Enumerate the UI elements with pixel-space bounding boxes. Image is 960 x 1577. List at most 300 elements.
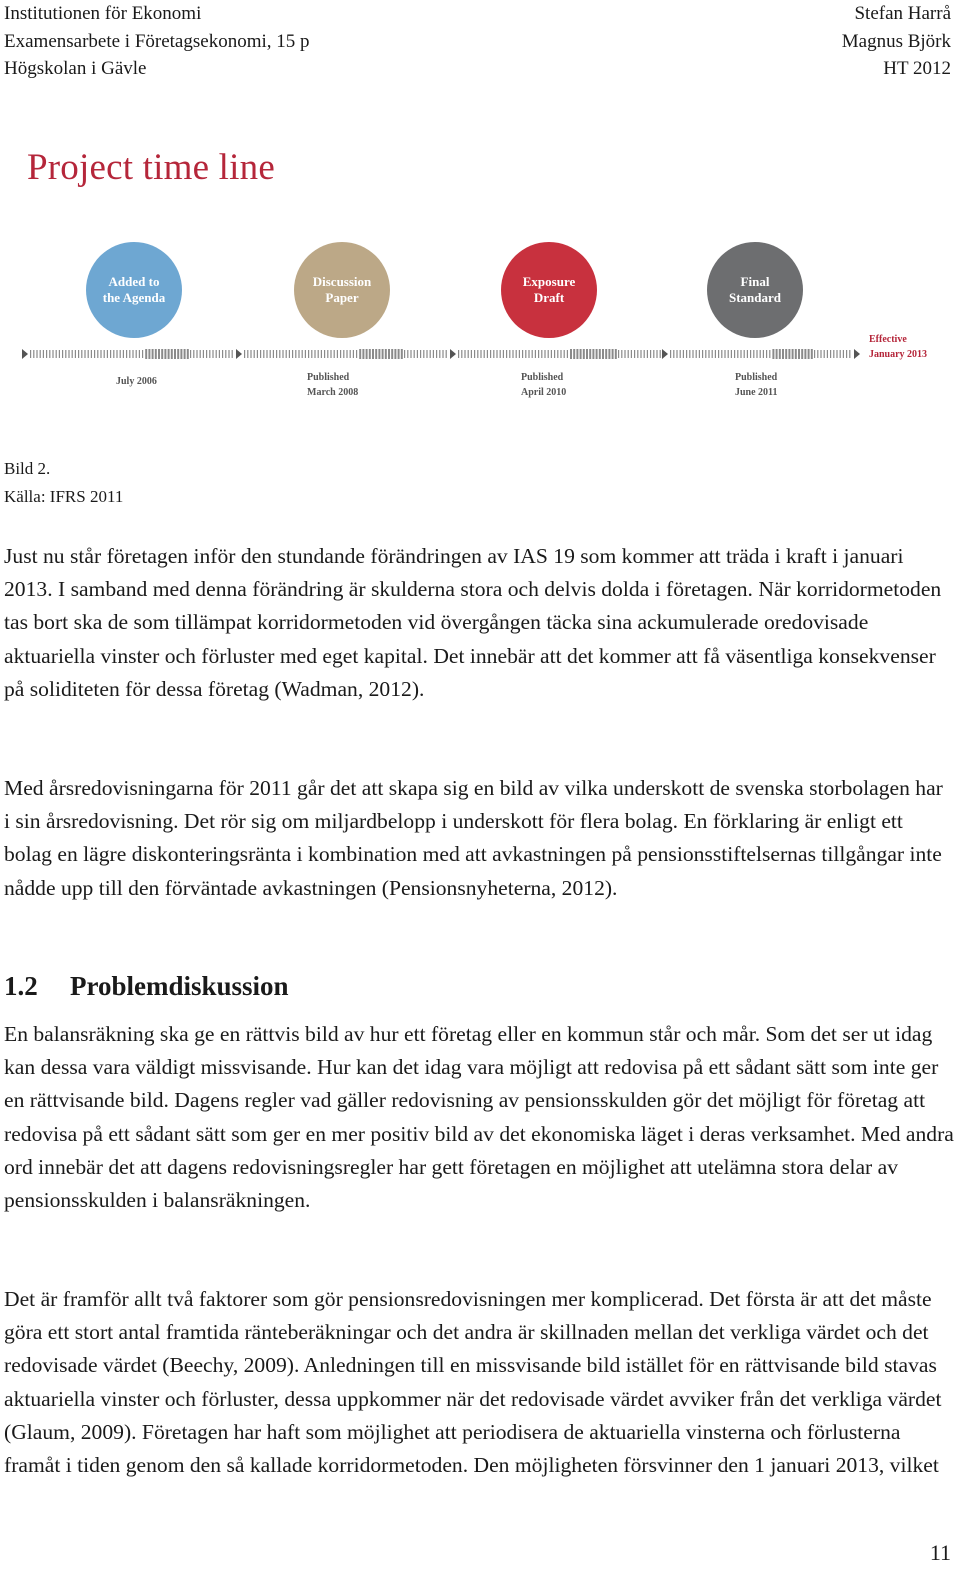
- timeline-tick: [100, 350, 101, 358]
- timeline-tick: [168, 349, 170, 359]
- timeline-label-line1: Published: [307, 372, 350, 383]
- timeline-tick: [673, 350, 674, 358]
- timeline-tick: [222, 350, 223, 358]
- timeline-tick: [833, 350, 834, 358]
- timeline-tick: [554, 350, 555, 358]
- timeline-tick: [567, 350, 568, 358]
- timeline-tick: [228, 350, 229, 358]
- timeline-tick: [615, 349, 617, 359]
- timeline-tick: [708, 350, 709, 358]
- stage-label-line2: the Agenda: [102, 290, 166, 305]
- timeline-tick: [724, 350, 725, 358]
- timeline-tick: [830, 350, 831, 358]
- timeline-tick: [599, 349, 601, 359]
- timeline-tick: [266, 350, 267, 358]
- timeline-tick: [827, 350, 828, 358]
- stage-added-to-agenda: [86, 242, 182, 338]
- timeline-tick: [219, 350, 220, 358]
- timeline-tick: [621, 350, 622, 358]
- timeline-tick: [548, 350, 549, 358]
- timeline-tick: [232, 350, 233, 358]
- timeline-tick: [148, 349, 150, 359]
- timeline-tick: [522, 350, 523, 358]
- timeline-tick: [836, 350, 837, 358]
- timeline-tick: [583, 349, 585, 359]
- timeline-tick: [596, 349, 598, 359]
- timeline-tick: [628, 350, 629, 358]
- timeline-tick: [104, 350, 105, 358]
- timeline-tick: [602, 349, 604, 359]
- header-course: Examensarbete i Företagsekonomi, 15 p: [4, 30, 310, 52]
- timeline-tick: [744, 350, 745, 358]
- timeline-tick: [91, 350, 92, 358]
- timeline-tick: [110, 350, 111, 358]
- stage-label-line1: Exposure: [522, 274, 576, 289]
- timeline-tick: [660, 350, 661, 358]
- timeline-tick: [174, 349, 176, 359]
- timeline-tick: [346, 350, 347, 358]
- timeline-tick: [72, 350, 73, 358]
- timeline-tick: [544, 350, 545, 358]
- header-term: HT 2012: [883, 58, 951, 79]
- header-institution: Institutionen för Ekonomi: [4, 3, 202, 24]
- timeline-tick: [436, 350, 437, 358]
- project-timeline-figure: [0, 118, 960, 418]
- timeline-tick: [718, 350, 719, 358]
- timeline-tick: [846, 350, 847, 358]
- timeline-tick: [676, 350, 677, 358]
- timeline-tick: [327, 350, 328, 358]
- timeline-tick: [180, 349, 182, 359]
- timeline-tick: [216, 350, 217, 358]
- timeline-tick: [446, 350, 447, 358]
- timeline-tick: [337, 350, 338, 358]
- timeline-tick: [843, 350, 844, 358]
- timeline-tick: [136, 350, 137, 358]
- timeline-tick: [184, 349, 186, 359]
- timeline-tick: [516, 350, 517, 358]
- timeline-tick: [375, 349, 377, 359]
- timeline-tick: [190, 350, 191, 358]
- timeline-tick: [458, 350, 459, 358]
- timeline-tick: [161, 349, 163, 359]
- timeline-tick: [570, 349, 572, 359]
- timeline-tick: [551, 350, 552, 358]
- timeline-track: [22, 346, 860, 362]
- timeline-tick: [260, 350, 261, 358]
- timeline-tick: [164, 349, 166, 359]
- timeline-tick: [814, 350, 815, 358]
- timeline-tick: [740, 350, 741, 358]
- timeline-tick: [410, 350, 411, 358]
- timeline-tick: [423, 350, 424, 358]
- timeline-tick: [43, 350, 44, 358]
- header-left: [4, 0, 310, 83]
- timeline-tick: [209, 350, 210, 358]
- timeline-tick: [391, 349, 393, 359]
- timeline-arrow-icon: [854, 349, 860, 359]
- timeline-tick: [286, 350, 287, 358]
- timeline-label-march-2008: [307, 370, 358, 400]
- timeline-tick: [250, 350, 251, 358]
- timeline-tick: [152, 349, 154, 359]
- timeline-tick: [88, 350, 89, 358]
- timeline-tick: [792, 349, 794, 359]
- stage-label-line1: Added to: [108, 274, 160, 289]
- timeline-tick: [177, 349, 179, 359]
- timeline-tick: [94, 350, 95, 358]
- timeline-tick: [782, 349, 784, 359]
- timeline-tick: [126, 350, 127, 358]
- timeline-tick: [433, 350, 434, 358]
- timeline-label-july-2006: [116, 374, 157, 389]
- timeline-tick: [353, 350, 354, 358]
- timeline-tick: [120, 350, 121, 358]
- timeline-tick: [33, 350, 34, 358]
- timeline-tick: [580, 349, 582, 359]
- figure-caption: [4, 455, 123, 510]
- stage-label-line2: Standard: [728, 290, 782, 305]
- timeline-tick: [769, 350, 770, 358]
- timeline-tick: [158, 349, 160, 359]
- timeline-tick: [385, 349, 387, 359]
- timeline-tick: [56, 350, 57, 358]
- timeline-tick: [263, 350, 264, 358]
- timeline-tick: [541, 350, 542, 358]
- timeline-tick: [123, 350, 124, 358]
- timeline-tick: [753, 350, 754, 358]
- timeline-tick: [132, 350, 133, 358]
- timeline-tick: [257, 350, 258, 358]
- timeline-tick: [471, 350, 472, 358]
- timeline-tick: [282, 350, 283, 358]
- caption-figure-number: Bild 2.: [4, 459, 51, 478]
- timeline-tick: [398, 349, 400, 359]
- section-heading: [4, 966, 289, 1006]
- timeline-tick: [314, 350, 315, 358]
- timeline-tick: [378, 349, 380, 359]
- timeline-tick: [97, 350, 98, 358]
- timeline-tick: [512, 350, 513, 358]
- timeline-tick: [692, 350, 693, 358]
- timeline-tick: [653, 350, 654, 358]
- stage-label-line2: Paper: [325, 290, 359, 305]
- timeline-tick: [318, 350, 319, 358]
- timeline-tick: [804, 349, 806, 359]
- timeline-tick: [618, 350, 619, 358]
- timeline-tick: [417, 350, 418, 358]
- paragraph-two-factors: Det är framför allt två faktorer som gör pensionsredovisningen mer komplicerad. Det första är att det måste göra ett stort antal framtida ränteberäkningar och det andra är skillnaden mellan det verkliga värdet och det redovisade värdet (Beechy, 2009). Anledningen till en missvisande bild istället för en rättvisande bild stavas aktuariella vinster och förluster, dessa uppkommer när det redovisade värdet avviker från det verkliga värdet (Glaum, 2009). Företagen har haft som möjlighet att periodisera de aktuariella vinsterna och förlusterna framåt i tiden genom den så kallade korridormetoden. Den möjligheten försvinner den 1 januari 2013, vilket: [4, 1287, 942, 1478]
- timeline-tick: [699, 350, 700, 358]
- timeline-tick: [193, 350, 194, 358]
- timeline-tick: [372, 349, 374, 359]
- timeline-tick: [490, 350, 491, 358]
- timeline-tick: [139, 350, 140, 358]
- timeline-tick: [196, 350, 197, 358]
- timeline-tick: [557, 350, 558, 358]
- header-university: Högskolan i Gävle: [4, 58, 147, 79]
- timeline-tick: [650, 350, 651, 358]
- figure-title: Project time line: [27, 147, 275, 188]
- timeline-tick: [404, 350, 405, 358]
- timeline-tick: [772, 349, 774, 359]
- stage-label-line2: Draft: [533, 290, 565, 305]
- timeline-tick: [279, 350, 280, 358]
- timeline-tick: [244, 350, 245, 358]
- timeline-tick: [509, 350, 510, 358]
- timeline-tick: [107, 350, 108, 358]
- timeline-tick: [200, 350, 201, 358]
- timeline-tick: [788, 349, 790, 359]
- stage-exposure-draft: [501, 242, 597, 338]
- timeline-tick: [430, 350, 431, 358]
- timeline-tick: [500, 350, 501, 358]
- timeline-label-line2: April 2010: [521, 387, 567, 398]
- timeline-tick: [528, 350, 529, 358]
- timeline-tick: [589, 349, 591, 359]
- timeline-tick: [811, 349, 813, 359]
- timeline-tick: [795, 349, 797, 359]
- timeline-tick: [763, 350, 764, 358]
- timeline-tick: [59, 350, 60, 358]
- timeline-label-june-2011: [735, 370, 778, 400]
- timeline-tick: [715, 350, 716, 358]
- timeline-tick: [155, 349, 157, 359]
- timeline-tick: [366, 349, 368, 359]
- timeline-tick: [292, 350, 293, 358]
- timeline-tick: [382, 349, 384, 359]
- timeline-tick: [750, 350, 751, 358]
- timeline-tick: [68, 350, 69, 358]
- timeline-tick: [634, 350, 635, 358]
- timeline-tick: [779, 349, 781, 359]
- timeline-tick: [308, 350, 309, 358]
- timeline-tick: [712, 350, 713, 358]
- timeline-tick: [592, 349, 594, 359]
- timeline-tick: [680, 350, 681, 358]
- timeline-label-line2: March 2008: [307, 387, 359, 398]
- timeline-tick: [535, 350, 536, 358]
- timeline-tick: [394, 349, 396, 359]
- timeline-tick: [442, 350, 443, 358]
- timeline-tick: [75, 350, 76, 358]
- caption-source: Källa: IFRS 2011: [4, 486, 124, 506]
- timeline-tick: [461, 350, 462, 358]
- timeline-tick: [439, 350, 440, 358]
- timeline-tick: [369, 349, 371, 359]
- timeline-tick: [350, 350, 351, 358]
- timeline-tick: [62, 350, 63, 358]
- timeline-tick: [206, 350, 207, 358]
- timeline-tick: [302, 350, 303, 358]
- timeline-tick: [145, 349, 147, 359]
- timeline-tick: [334, 350, 335, 358]
- section-number: 1.2: [4, 971, 38, 1001]
- timeline-tick: [477, 350, 478, 358]
- timeline-tick: [656, 350, 657, 358]
- timeline-tick: [737, 350, 738, 358]
- timeline-tick: [273, 350, 274, 358]
- timeline-tick: [721, 350, 722, 358]
- timeline-label-line1: Published: [521, 372, 564, 383]
- timeline-tick: [808, 349, 810, 359]
- stage-label-line1: Final: [740, 274, 770, 289]
- effective-line2: January 2013: [869, 349, 928, 360]
- timeline-tick: [321, 350, 322, 358]
- timeline-arrow-icon: [450, 349, 456, 359]
- timeline-tick: [689, 350, 690, 358]
- timeline-tick: [81, 350, 82, 358]
- timeline-tick: [605, 349, 607, 359]
- timeline-tick: [849, 350, 850, 358]
- timeline-tick: [484, 350, 485, 358]
- timeline-tick: [696, 350, 697, 358]
- timeline-label-effective: [869, 332, 927, 362]
- timeline-tick: [820, 350, 821, 358]
- timeline-tick: [480, 350, 481, 358]
- timeline-tick: [474, 350, 475, 358]
- timeline-tick: [824, 350, 825, 358]
- timeline-tick: [686, 350, 687, 358]
- paragraph-balance-sheet: En balansräkning ska ge en rättvis bild av hur ett företag eller en kommun står och mår. Som det ser ut idag kan dessa vara väldigt missvisande. Hur kan det idag vara möjligt att redovisa på ett sådant sätt som inte ger en rättvisande bild. Dagens regler vad gäller redovisning av pensionsskulden gör det möjligt för företag att redovisa på ett sådant sätt som ger en mer positiv bild av det ekonomiska läget i deras verksamhet. Med andra ord innebär det att dagens redovisningsregler har gett företagen en möjlighet att utelämna stora delar av pensionsskulden i balansräkningen.: [4, 1022, 954, 1213]
- timeline-tick: [624, 350, 625, 358]
- timeline-tick: [388, 349, 390, 359]
- timeline-tick: [734, 350, 735, 358]
- timeline-tick: [362, 349, 364, 359]
- timeline-tick: [612, 349, 614, 359]
- timeline-tick: [356, 350, 357, 358]
- timeline-tick: [116, 350, 117, 358]
- timeline-tick: [586, 349, 588, 359]
- timeline-tick: [420, 350, 421, 358]
- timeline-tick: [289, 350, 290, 358]
- timeline-tick: [78, 350, 79, 358]
- timeline-tick: [295, 350, 296, 358]
- timeline-tick: [343, 350, 344, 358]
- timeline-tick: [798, 349, 800, 359]
- section-title: Problemdiskussion: [70, 971, 289, 1001]
- timeline-tick: [270, 350, 271, 358]
- timeline-tick: [52, 350, 53, 358]
- timeline-tick: [142, 350, 143, 358]
- header-right: [842, 0, 951, 83]
- timeline-tick: [324, 350, 325, 358]
- timeline-tick: [503, 350, 504, 358]
- timeline-tick: [203, 350, 204, 358]
- timeline-tick: [225, 350, 226, 358]
- timeline-tick: [840, 350, 841, 358]
- timeline-tick: [49, 350, 50, 358]
- timeline-tick: [702, 350, 703, 358]
- timeline-tick: [414, 350, 415, 358]
- timeline-tick: [573, 349, 575, 359]
- timeline-tick: [576, 349, 578, 359]
- timeline-tick: [36, 350, 37, 358]
- timeline-tick: [560, 350, 561, 358]
- timeline-tick: [65, 350, 66, 358]
- timeline-tick: [496, 350, 497, 358]
- timeline-tick: [340, 350, 341, 358]
- timeline-tick: [756, 350, 757, 358]
- timeline-arrow-icon: [662, 349, 668, 359]
- timeline-tick: [801, 349, 803, 359]
- timeline-label-line2: June 2011: [735, 387, 778, 398]
- timeline-tick: [647, 350, 648, 358]
- timeline-tick: [644, 350, 645, 358]
- timeline-tick: [538, 350, 539, 358]
- timeline-tick: [760, 350, 761, 358]
- timeline-tick: [305, 350, 306, 358]
- timeline-tick: [276, 350, 277, 358]
- timeline-tick: [401, 349, 403, 359]
- timeline-tick: [817, 350, 818, 358]
- page-number: 11: [929, 1540, 951, 1565]
- timeline-tick: [359, 349, 361, 359]
- timeline-tick: [84, 350, 85, 358]
- timeline-tick: [330, 350, 331, 358]
- timeline-tick: [766, 350, 767, 358]
- timeline-tick: [747, 350, 748, 358]
- timeline-tick: [171, 349, 173, 359]
- timeline-tick: [493, 350, 494, 358]
- timeline-label-line1: Published: [735, 372, 778, 383]
- timeline-tick: [30, 350, 31, 358]
- timeline-tick: [129, 350, 130, 358]
- timeline-label-april-2010: [521, 370, 566, 400]
- timeline-tick: [670, 350, 671, 358]
- timeline-tick: [506, 350, 507, 358]
- timeline-tick: [407, 350, 408, 358]
- timeline-arrow-icon: [22, 349, 28, 359]
- stage-final-standard: [707, 242, 803, 338]
- timeline-tick: [785, 349, 787, 359]
- header-author-1: Stefan Harrå: [854, 3, 951, 24]
- timeline-tick: [728, 350, 729, 358]
- timeline-tick: [40, 350, 41, 358]
- timeline-tick: [298, 350, 299, 358]
- timeline-tick: [46, 350, 47, 358]
- timeline-tick: [254, 350, 255, 358]
- timeline-tick: [631, 350, 632, 358]
- timeline-tick: [525, 350, 526, 358]
- timeline-tick: [464, 350, 465, 358]
- timeline-tick: [519, 350, 520, 358]
- timeline-tick: [705, 350, 706, 358]
- timeline-tick: [187, 349, 189, 359]
- paragraph-annual-reports: Med årsredovisningarna för 2011 går det att skapa sig en bild av vilka underskott de svenska storbolagen har i sin årsredovisning. Det rör sig om miljardbelopp i underskott för flera bolag. En förklaring är enligt ett bolag en lägre diskonteringsränta i kombination med att avkastningen på pensionsstiftelsernas tillgångar inte nådde upp till den förväntade avkastningen (Pensionsnyheterna, 2012).: [4, 776, 943, 900]
- timeline-tick: [247, 350, 248, 358]
- timeline-label-line1: July 2006: [116, 376, 157, 387]
- timeline-tick: [637, 350, 638, 358]
- stage-label-line1: Discussion: [312, 274, 372, 289]
- timeline-tick: [468, 350, 469, 358]
- timeline-tick: [776, 349, 778, 359]
- timeline-tick: [640, 350, 641, 358]
- effective-line1: Effective: [869, 334, 907, 345]
- header-author-2: Magnus Björk: [841, 30, 951, 52]
- timeline-tick: [608, 349, 610, 359]
- timeline-arrow-icon: [236, 349, 242, 359]
- timeline-tick: [311, 350, 312, 358]
- timeline-tick: [113, 350, 114, 358]
- timeline-tick: [487, 350, 488, 358]
- timeline-tick: [564, 350, 565, 358]
- timeline-tick: [426, 350, 427, 358]
- timeline-tick: [731, 350, 732, 358]
- paragraph-ias19: Just nu står företagen inför den stundande förändringen av IAS 19 som kommer att träda i kraft i januari 2013. I samband med denna förändring är skulderna stora och delvis dolda i företagen. När korridormetoden tas bort ska de som tillämpat korridormetoden vid övergången täcka sina ackumulerade oredovisade aktuariella vinster och förluster med eget kapital. Det innebär att det kommer att få väsentliga konsekvenser på soliditeten för dessa företag (Wadman, 2012).: [4, 544, 942, 701]
- timeline-tick: [683, 350, 684, 358]
- timeline-tick: [212, 350, 213, 358]
